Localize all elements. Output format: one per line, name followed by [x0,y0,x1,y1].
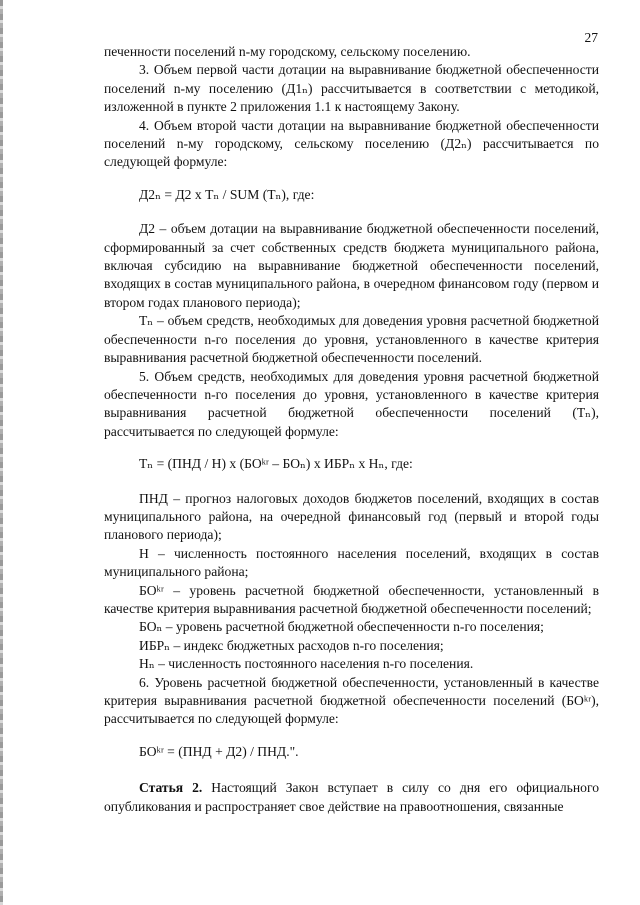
definition-bon: БОₙ – уровень расчетной бюджетной обеспеченности n-го поселения; [139,619,544,635]
page-number: 27 [584,30,598,45]
definition-pnd: ПНД – прогноз налоговых доходов бюджетов поселений, входящих в состав муниципального района, на очередной финансовый год (первый и второй годы планового периода); [104,490,599,543]
definition-bokr: БОᵏʳ – уровень расчетной бюджетной обеспеченности, установленный в качестве критерия выравнивания расчетной бюджетной обеспеченности поселений; [104,582,599,616]
article-2-label: Статья 2. [139,780,203,796]
page-edge-scan-artifact [0,0,3,905]
document-body [104,43,599,816]
paragraph-6: 6. Уровень расчетной бюджетной обеспеченности, установленный в качестве критерия выравнивания расчетной бюджетной обеспеченности поселений (БОᵏʳ), рассчитывается по следующей формуле: [104,674,599,727]
definition-d2: Д2 – объем дотации на выравнивание бюджетной обеспеченности поселений, сформированный за счет собственных средств бюджета муниципального района, включая субсидию на выравнивание бюджетной обеспеченности поселений, входящих в состав муниципального района, в очередном финансовом году (первом и втором годах планового периода); [104,221,599,310]
formula-bokr: БОᵏʳ = (ПНД + Д2) / ПНД.". [139,743,299,759]
definition-ibr: ИБРₙ – индекс бюджетных расходов n-го поселения; [139,637,444,653]
definition-n: Н – численность постоянного населения поселений, входящих в состав муниципального района; [104,545,599,580]
definition-tn: Тₙ – объем средств, необходимых для доведения уровня расчетной бюджетной обеспеченности n-го поселения до уровня, установленного в качестве критерия выравнивания расчетной бюджетной обеспеченности поселений. [104,313,599,366]
paragraph-3: 3. Объем первой части дотации на выравнивание бюджетной обеспеченности поселений n-му поселению (Д1ₙ) рассчитывается в соответствии с методикой, изложенной в пункте 2 приложения 1.1 к настоящему Закону. [104,62,599,115]
formula-tn: Тₙ = (ПНД / Н) х (БОᵏʳ – БОₙ) х ИБРₙ х Нₙ, где: [139,456,413,472]
paragraph-4: 4. Объем второй части дотации на выравнивание бюджетной обеспеченности поселений n-му городскому, сельскому поселению (Д2ₙ) рассчитывается по следующей формуле: [104,117,599,170]
definition-nn: Нₙ – численность постоянного населения n-го поселения. [139,656,474,672]
paragraph-5: 5. Объем средств, необходимых для доведения уровня расчетной бюджетной обеспеченности n-го поселения до уровня, установленного в качестве критерия выравнивания расчетной бюджетной обеспеченности поселений (Тₙ), рассчитывается по следующей формуле: [104,368,599,439]
article-2 [104,779,599,816]
formula-d2n: Д2ₙ = Д2 х Тₙ / SUM (Тₙ), где: [139,186,315,202]
paragraph-continuation: печенности поселений n-му городскому, сельскому поселению. [104,44,471,59]
article-2-text: Настоящий Закон вступает в силу со дня его официального опубликования и распространяет свое действие на правоотношения, связанные [104,780,599,814]
